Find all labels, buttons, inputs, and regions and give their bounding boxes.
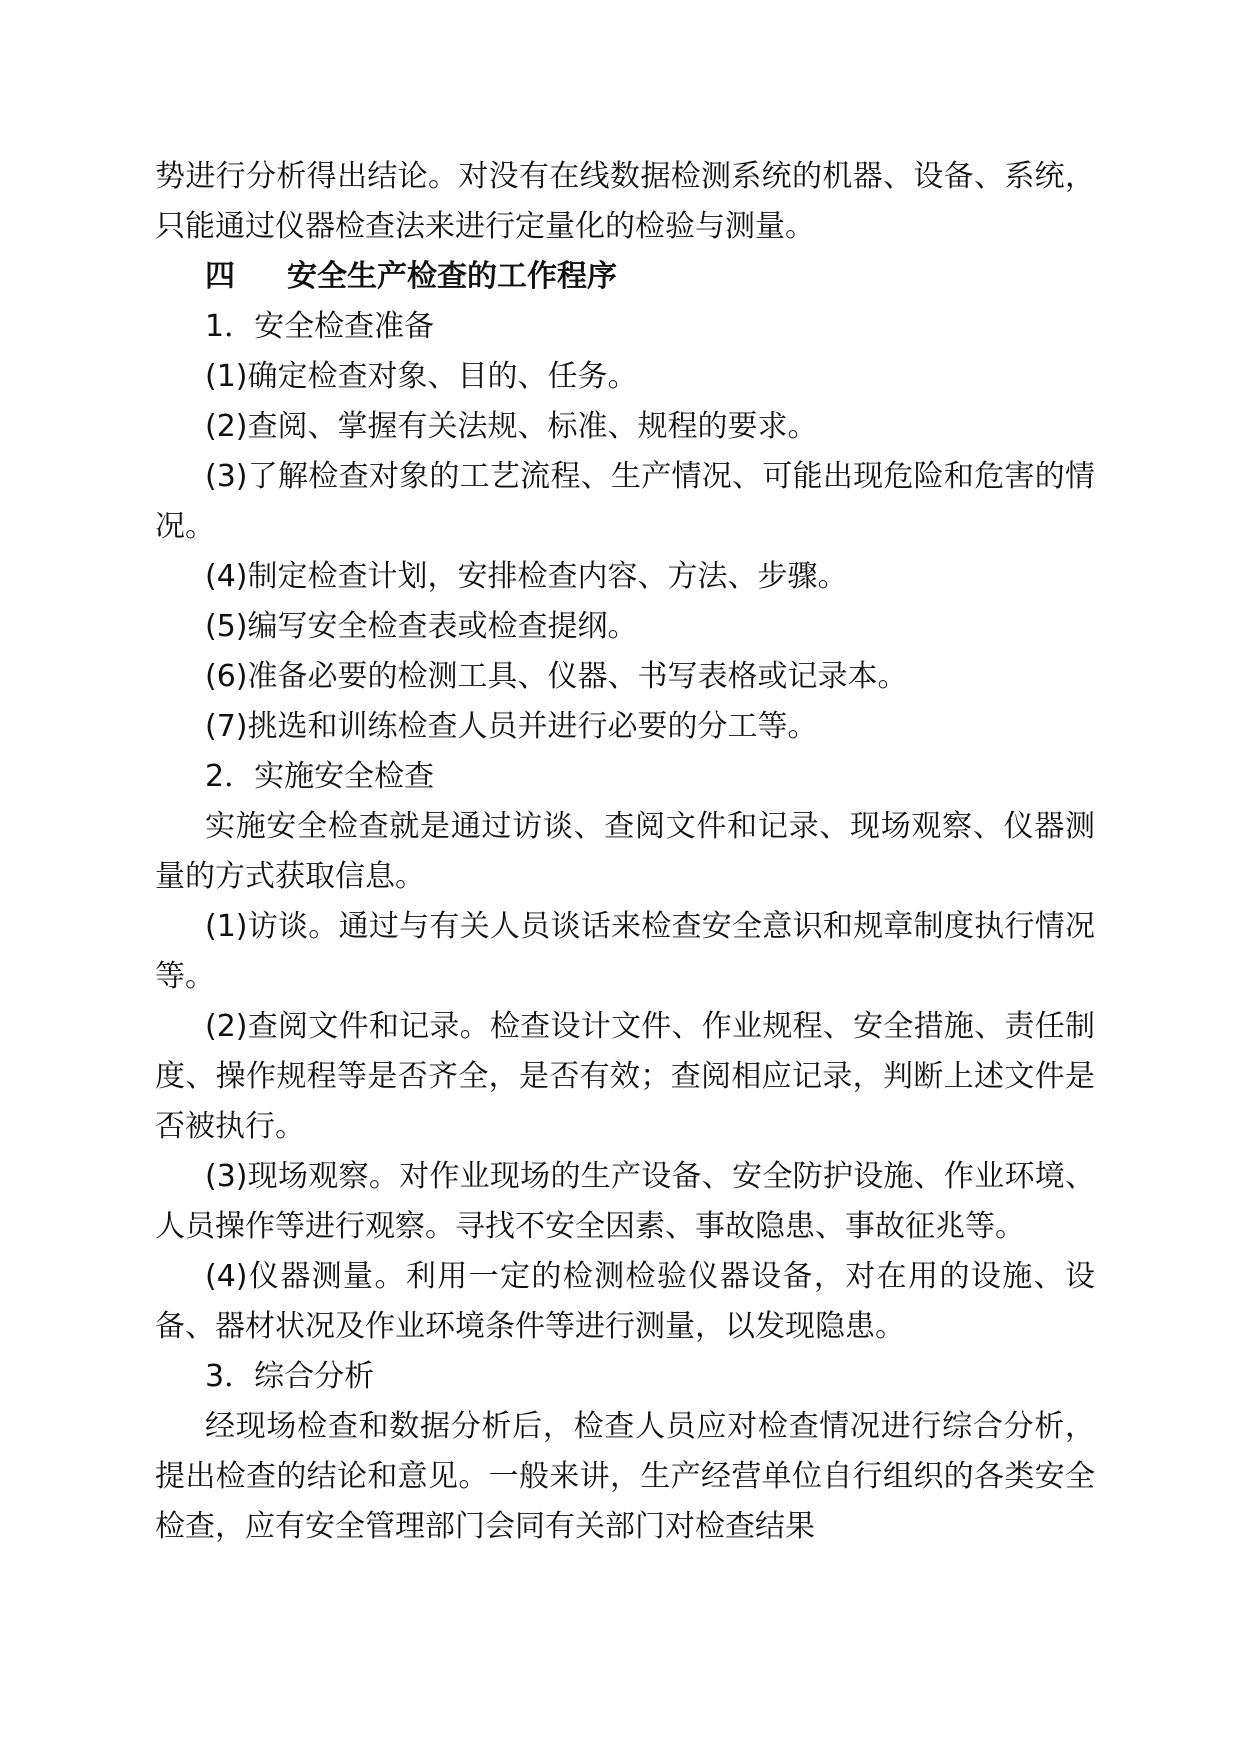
list-item: (1)确定检查对象、目的、任务。: [205, 359, 638, 394]
list-item: (3)现场观察。对作业现场的生产设备、安全防护设施、作业环境、人员操作等进行观察。寻找不安全因素、事故隐患、事故征兆等。: [155, 1159, 1095, 1244]
subsection-title: 2．实施安全检查: [205, 759, 435, 794]
list-item: (7)挑选和训练检查人员并进行必要的分工等。: [205, 709, 818, 744]
section-heading: [155, 252, 1095, 302]
list-item: (3)了解检查对象的工艺流程、生产情况、可能出现危险和危害的情况。: [155, 459, 1095, 544]
list-item: (5)编写安全检查表或检查提纲。: [205, 609, 638, 644]
list-item: (2)查阅文件和记录。检查设计文件、作业规程、安全措施、责任制度、操作规程等是否齐全，是否有效；查阅相应记录，判断上述文件是否被执行。: [155, 1009, 1095, 1144]
list-item: (4)制定检查计划，安排检查内容、方法、步骤。: [205, 559, 848, 594]
list-item: (1)访谈。通过与有关人员谈话来检查安全意识和规章制度执行情况等。: [155, 909, 1095, 994]
list-item: (4)仪器测量。利用一定的检测检验仪器设备，对在用的设施、设备、器材状况及作业环境条件等进行测量，以发现隐患。: [155, 1259, 1095, 1344]
page-body: [155, 152, 1095, 1552]
section-title: 安全生产检查的工作程序: [287, 259, 617, 294]
subsection-title: 1．安全检查准备: [205, 309, 435, 344]
subsection-title: 3．综合分析: [205, 1359, 375, 1394]
list-item: (2)查阅、掌握有关法规、标准、规程的要求。: [205, 409, 818, 444]
paragraph: 实施安全检查就是通过访谈、查阅文件和记录、现场观察、仪器测量的方式获取信息。: [155, 809, 1095, 894]
list-item: (6)准备必要的检测工具、仪器、书写表格或记录本。: [205, 659, 908, 694]
section-number: 四: [205, 259, 235, 294]
paragraph: 势进行分析得出结论。对没有在线数据检测系统的机器、设备、系统，只能通过仪器检查法来进行定量化的检验与测量。: [155, 159, 1095, 244]
paragraph: 经现场检查和数据分析后，检查人员应对检查情况进行综合分析，提出检查的结论和意见。一般来讲，生产经营单位自行组织的各类安全检查，应有安全管理部门会同有关部门对检查结果: [155, 1409, 1095, 1544]
